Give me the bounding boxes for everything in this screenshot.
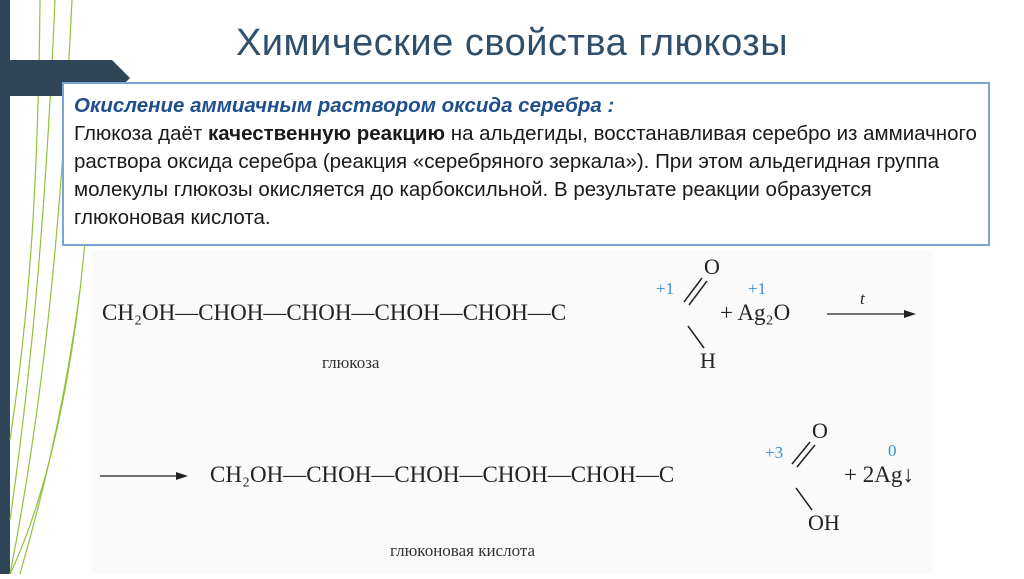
textbox-paragraph [74, 120, 978, 232]
oxidation-state-c1: +1 [656, 279, 675, 298]
double-bond-line-b [689, 281, 707, 305]
paragraph-text-rest: на альдегиды, восстанавливая серебро из аммиачного раствора оксида серебра (реакция «серебряного зеркала»). При этом альдегидная группа молекулы глюкозы окисляется до карбоксильной. В результате реакции образуется глюконовая кислота. [74, 122, 977, 229]
reaction-diagram [92, 250, 932, 574]
glucose-label: глюкоза [322, 353, 380, 372]
oxidation-state-ag2: 0 [888, 441, 897, 460]
carboxyl-oxygen: O [812, 418, 828, 443]
paragraph-text-start: Глюкоза даёт [74, 122, 209, 145]
reaction-svg [92, 250, 932, 574]
glucose-chain: CH₂OH—CHOH—CHOH—CHOH—CHOH—C [102, 300, 567, 325]
reaction-arrow-2-head [176, 472, 188, 480]
slide-title: Химические свойства глюкозы [235, 22, 789, 64]
aldehyde-hydrogen: H [700, 348, 716, 373]
paragraph-bold-term: качественную реакцию [208, 122, 446, 145]
double-bond-line-a [684, 278, 702, 302]
carbonyl-oxygen: O [704, 254, 720, 279]
silver-oxide-reagent: + Ag₂O [720, 300, 791, 325]
reaction-arrow-1-head [904, 310, 916, 318]
silver-product: + 2Ag↓ [844, 462, 914, 487]
definition-textbox [62, 82, 990, 246]
gluconic-acid-label: глюконовая кислота [390, 541, 536, 560]
oxidation-state-ag1: +1 [748, 279, 767, 298]
double-bond-line-d [797, 445, 815, 467]
oxidation-state-c2: +3 [765, 443, 784, 462]
hydroxyl-group: OH [808, 510, 840, 535]
double-bond-line-c [792, 442, 810, 464]
bond-to-oh [796, 488, 812, 510]
heat-condition: t [860, 289, 865, 308]
textbox-heading: Окисление аммиачным раствором оксида серебра : [74, 94, 615, 117]
gluconic-acid-chain: CH₂OH—CHOH—CHOH—CHOH—CHOH—C [210, 462, 675, 487]
bond-to-h [688, 326, 704, 348]
